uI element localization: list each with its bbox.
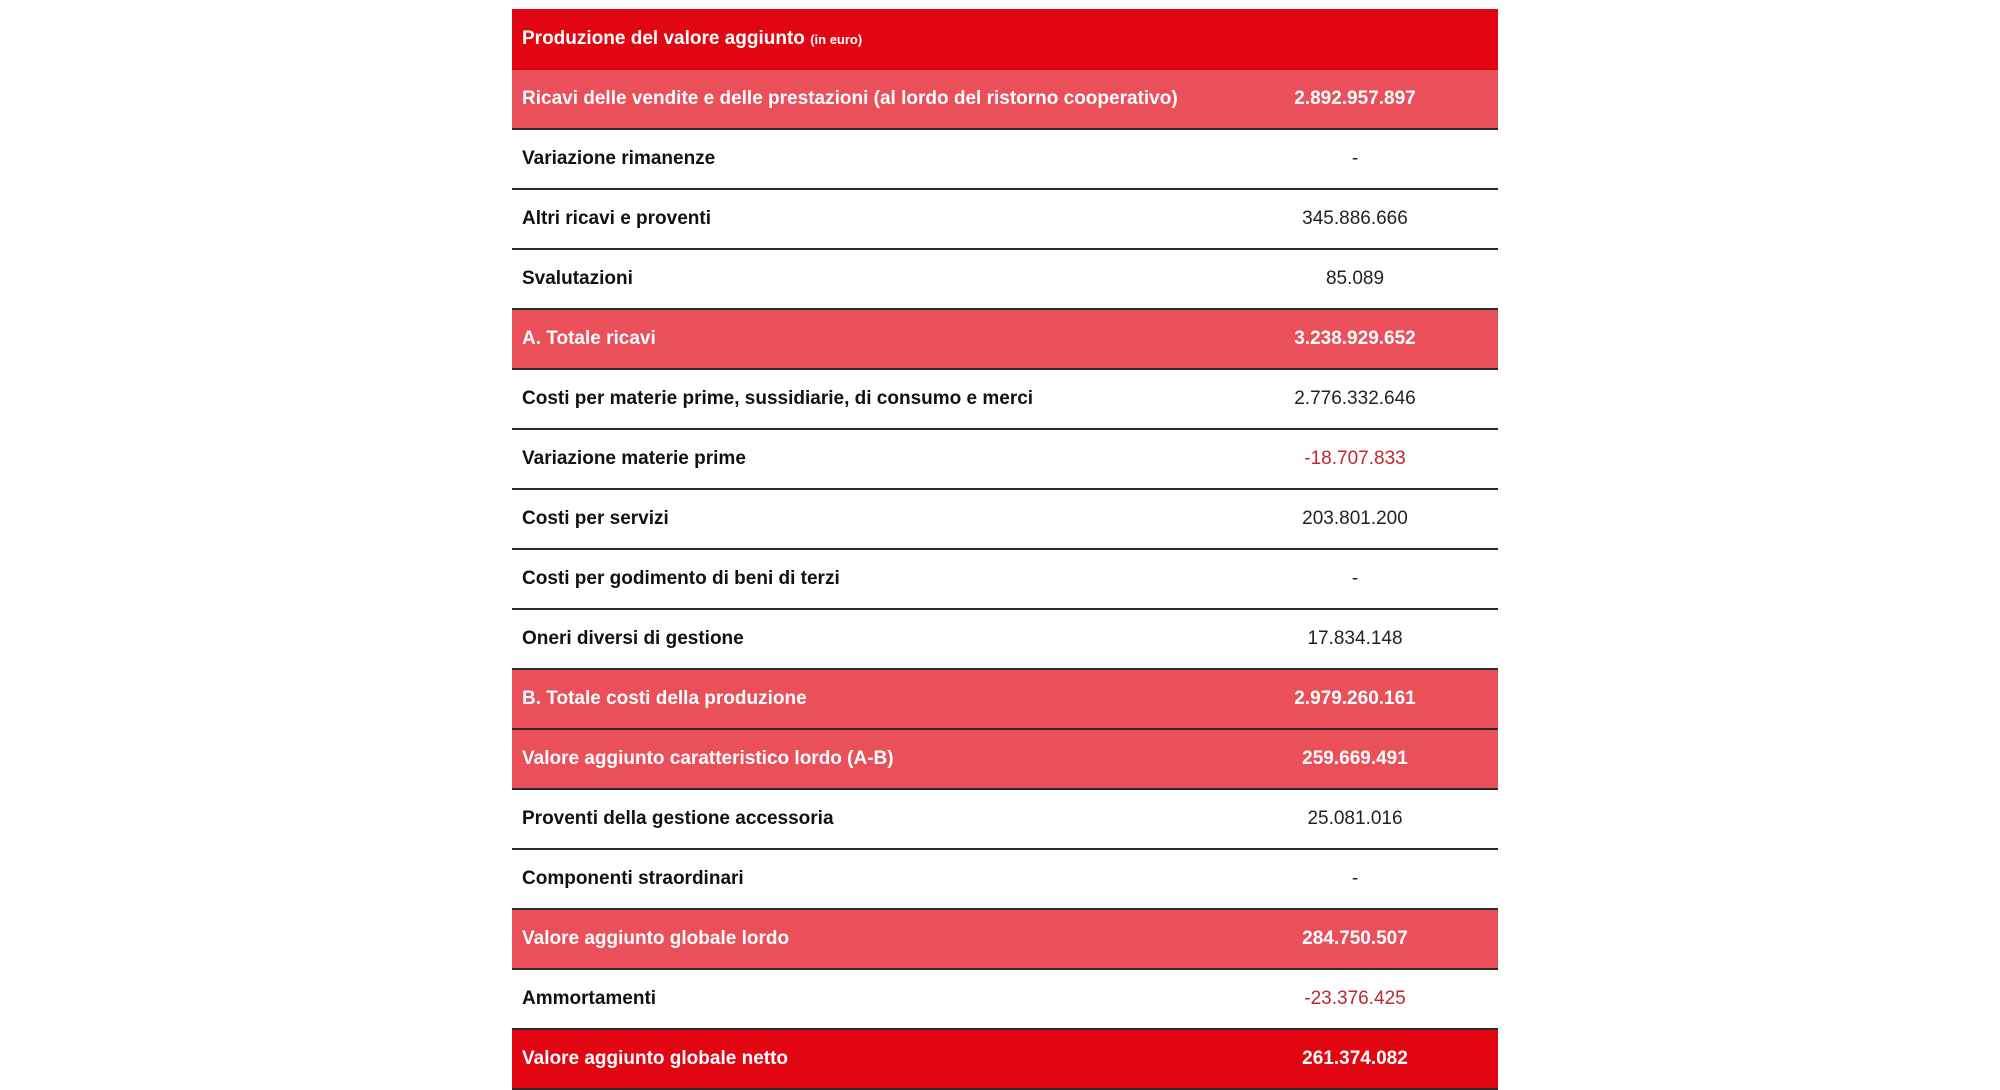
row-label: Altri ricavi e proventi (512, 189, 1212, 249)
table-row (512, 969, 1498, 1029)
row-value: 3.238.929.652 (1212, 309, 1498, 369)
table-row (512, 729, 1498, 789)
row-value: 284.750.507 (1212, 909, 1498, 969)
row-label: Proventi della gestione accessoria (512, 789, 1212, 849)
row-value: 17.834.148 (1212, 609, 1498, 669)
row-label: Oneri diversi di gestione (512, 609, 1212, 669)
table-row (512, 789, 1498, 849)
table-row (512, 129, 1498, 189)
table-row (512, 69, 1498, 129)
row-value: 2.979.260.161 (1212, 669, 1498, 729)
row-label: Variazione rimanenze (512, 129, 1212, 189)
table-body (512, 9, 1498, 1089)
row-value: 345.886.666 (1212, 189, 1498, 249)
row-value: - (1212, 129, 1498, 189)
row-label: A. Totale ricavi (512, 309, 1212, 369)
row-label: Ricavi delle vendite e delle prestazioni (al lordo del ristorno cooperativo) (512, 69, 1212, 129)
row-label: Costi per materie prime, sussidiarie, di consumo e merci (512, 369, 1212, 429)
table-row (512, 1029, 1498, 1089)
row-value: - (1212, 549, 1498, 609)
row-value: 2.776.332.646 (1212, 369, 1498, 429)
row-label: Valore aggiunto globale lordo (512, 909, 1212, 969)
row-value: -18.707.833 (1212, 429, 1498, 489)
table-row (512, 429, 1498, 489)
table-row (512, 489, 1498, 549)
row-value: 25.081.016 (1212, 789, 1498, 849)
table-row (512, 909, 1498, 969)
row-label: Costi per godimento di beni di terzi (512, 549, 1212, 609)
row-label: Ammortamenti (512, 969, 1212, 1029)
row-label: Componenti straordinari (512, 849, 1212, 909)
row-value: 261.374.082 (1212, 1029, 1498, 1089)
table-title: Produzione del valore aggiunto (522, 27, 805, 49)
row-label: B. Totale costi della produzione (512, 669, 1212, 729)
table-unit: (in euro) (810, 31, 863, 47)
row-label: Valore aggiunto globale netto (512, 1029, 1212, 1089)
table-header-empty-cell (1212, 9, 1498, 69)
row-value: 203.801.200 (1212, 489, 1498, 549)
row-value: 85.089 (1212, 249, 1498, 309)
row-label: Costi per servizi (512, 489, 1212, 549)
row-value: - (1212, 849, 1498, 909)
row-value: 2.892.957.897 (1212, 69, 1498, 129)
table-row (512, 549, 1498, 609)
table-row (512, 609, 1498, 669)
row-label: Svalutazioni (512, 249, 1212, 309)
row-value: 259.669.491 (1212, 729, 1498, 789)
value-added-table (512, 9, 1498, 1090)
row-value: -23.376.425 (1212, 969, 1498, 1029)
row-label: Valore aggiunto caratteristico lordo (A-B) (512, 729, 1212, 789)
table-row (512, 669, 1498, 729)
table-row (512, 309, 1498, 369)
table-row (512, 849, 1498, 909)
table-row (512, 189, 1498, 249)
table-header-row (512, 9, 1498, 69)
row-label: Variazione materie prime (512, 429, 1212, 489)
table-row (512, 249, 1498, 309)
table-row (512, 369, 1498, 429)
table-title-cell (512, 9, 1212, 69)
